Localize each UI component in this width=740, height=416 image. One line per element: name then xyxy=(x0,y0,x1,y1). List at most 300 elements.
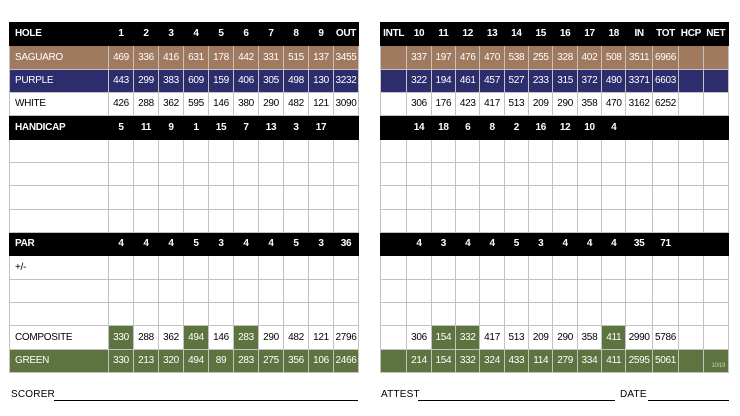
score-entry-cell[interactable] xyxy=(109,139,134,162)
score-entry-cell[interactable] xyxy=(504,186,528,209)
score-entry-cell[interactable] xyxy=(602,279,626,302)
score-entry-cell[interactable] xyxy=(456,163,480,186)
score-entry-cell[interactable] xyxy=(134,186,159,209)
score-entry-cell[interactable] xyxy=(134,139,159,162)
blank-row xyxy=(10,303,359,326)
scorecard-cell: 482 xyxy=(284,326,309,349)
score-entry-cell[interactable] xyxy=(529,163,553,186)
scorecard-cell: 290 xyxy=(259,93,284,116)
row-label xyxy=(10,303,109,326)
row-label xyxy=(10,209,109,232)
score-entry-cell[interactable] xyxy=(259,209,284,232)
scorecard-cell: 9 xyxy=(159,116,184,139)
attest-label: ATTEST xyxy=(381,389,420,400)
scorecard-cell: 3455 xyxy=(334,46,359,69)
scorecard-cell: 336 xyxy=(134,46,159,69)
score-entry-cell[interactable] xyxy=(577,256,601,279)
score-entry-cell[interactable] xyxy=(309,139,334,162)
scorecard-cell: 4 xyxy=(553,233,577,256)
score-entry-cell[interactable] xyxy=(234,186,259,209)
score-entry-cell[interactable] xyxy=(184,279,209,302)
score-entry-cell[interactable] xyxy=(259,303,284,326)
score-entry-cell[interactable] xyxy=(159,209,184,232)
score-entry-cell[interactable] xyxy=(480,139,504,162)
scorecard-cell: 4 xyxy=(456,233,480,256)
score-entry-cell[interactable] xyxy=(456,209,480,232)
score-entry-cell[interactable] xyxy=(209,163,234,186)
purple-row xyxy=(10,69,359,92)
blank-row xyxy=(381,69,729,92)
score-entry-cell[interactable] xyxy=(259,186,284,209)
score-entry-cell[interactable] xyxy=(134,303,159,326)
scorecard-cell: 3232 xyxy=(334,69,359,92)
score-entry-cell[interactable] xyxy=(652,303,678,326)
scorecard-cell: 2595 xyxy=(626,349,652,372)
score-entry-cell[interactable] xyxy=(679,139,703,162)
score-entry-cell[interactable] xyxy=(234,279,259,302)
score-entry-cell[interactable] xyxy=(431,303,455,326)
row-label xyxy=(10,186,109,209)
scorecard-cell: 2 xyxy=(134,23,159,46)
score-entry-cell[interactable] xyxy=(407,139,431,162)
scorecard-cell: 5 xyxy=(109,116,134,139)
scorecard-cell: 3 xyxy=(209,233,234,256)
scorecard-cell: 3162 xyxy=(626,93,652,116)
score-entry-cell[interactable] xyxy=(184,256,209,279)
score-entry-cell[interactable] xyxy=(480,209,504,232)
scorecard-cell: 71 xyxy=(652,233,678,256)
score-entry-cell[interactable] xyxy=(553,303,577,326)
composite-row xyxy=(10,326,359,349)
score-entry-cell[interactable] xyxy=(626,279,652,302)
scorecard-cell: 2796 xyxy=(334,326,359,349)
score-entry-cell[interactable] xyxy=(456,186,480,209)
score-entry-cell[interactable] xyxy=(407,256,431,279)
scorecard-cell: 306 xyxy=(407,93,431,116)
score-entry-cell[interactable] xyxy=(504,163,528,186)
score-entry-cell[interactable] xyxy=(134,279,159,302)
scorecard-cell: 3090 xyxy=(334,93,359,116)
score-entry-cell[interactable] xyxy=(309,256,334,279)
score-entry-cell[interactable] xyxy=(159,303,184,326)
score-entry-cell[interactable] xyxy=(209,256,234,279)
scorecard-cell: 5786 xyxy=(652,326,678,349)
score-entry-cell[interactable] xyxy=(184,209,209,232)
score-entry-cell[interactable] xyxy=(259,163,284,186)
score-entry-cell[interactable] xyxy=(431,139,455,162)
score-entry-cell[interactable] xyxy=(159,163,184,186)
scorecard-cell: 358 xyxy=(577,326,601,349)
score-entry-cell[interactable] xyxy=(679,163,703,186)
score-entry-cell[interactable] xyxy=(504,279,528,302)
score-entry-cell[interactable] xyxy=(626,186,652,209)
scorecard-cell: 6252 xyxy=(652,93,678,116)
score-entry-cell[interactable] xyxy=(259,256,284,279)
score-entry-cell[interactable] xyxy=(134,209,159,232)
score-entry-cell[interactable] xyxy=(209,139,234,162)
scorecard-cell: 476 xyxy=(456,46,480,69)
score-entry-cell[interactable] xyxy=(309,186,334,209)
score-entry-cell[interactable] xyxy=(456,279,480,302)
score-entry-cell[interactable] xyxy=(407,209,431,232)
score-entry-cell[interactable] xyxy=(431,163,455,186)
blank-row xyxy=(381,233,729,256)
score-entry-cell[interactable] xyxy=(334,163,359,186)
scorecard-cell: NET xyxy=(703,23,728,46)
scorecard-cell xyxy=(381,93,407,116)
score-entry-cell[interactable] xyxy=(577,303,601,326)
score-entry-cell[interactable] xyxy=(602,209,626,232)
scorecard-cell: 137 xyxy=(309,46,334,69)
score-entry-cell[interactable] xyxy=(259,279,284,302)
scorecard-cell: 1 xyxy=(109,23,134,46)
scorecard-cell xyxy=(703,93,728,116)
version-label: 10/19 xyxy=(703,349,728,372)
score-entry-cell[interactable] xyxy=(234,139,259,162)
score-entry-cell[interactable] xyxy=(334,186,359,209)
blank-row xyxy=(381,256,729,279)
score-entry-cell[interactable] xyxy=(431,279,455,302)
scorecard-cell: 527 xyxy=(504,69,528,92)
score-entry-cell[interactable] xyxy=(703,186,728,209)
scorecard-cell: 3 xyxy=(309,233,334,256)
scorecard-cell: 5 xyxy=(184,233,209,256)
score-entry-cell[interactable] xyxy=(309,209,334,232)
score-entry-cell[interactable] xyxy=(159,256,184,279)
scorecard-cell xyxy=(381,349,407,372)
score-entry-cell[interactable] xyxy=(109,209,134,232)
score-entry-cell[interactable] xyxy=(309,303,334,326)
front-nine-scorecard xyxy=(9,22,359,373)
score-entry-cell[interactable] xyxy=(504,209,528,232)
scorecard-cell: 494 xyxy=(184,326,209,349)
scorecard-cell: 4 xyxy=(159,233,184,256)
scorecard-cell: 457 xyxy=(480,69,504,92)
score-entry-cell[interactable] xyxy=(626,303,652,326)
score-entry-cell[interactable] xyxy=(159,279,184,302)
score-entry-cell[interactable] xyxy=(381,139,407,162)
date-label: DATE xyxy=(620,389,647,400)
scorecard-cell: HCP xyxy=(679,23,703,46)
score-entry-cell[interactable] xyxy=(109,256,134,279)
scorecard-cell: 197 xyxy=(431,46,455,69)
score-entry-cell[interactable] xyxy=(602,256,626,279)
score-entry-cell[interactable] xyxy=(577,279,601,302)
score-entry-cell[interactable] xyxy=(234,209,259,232)
scorecard-cell: 426 xyxy=(109,93,134,116)
handicap-row xyxy=(10,116,359,139)
score-entry-cell[interactable] xyxy=(529,139,553,162)
score-entry-cell[interactable] xyxy=(381,279,407,302)
scorecard-cell xyxy=(626,116,652,139)
blank-row xyxy=(381,303,729,326)
scorecard-cell: 176 xyxy=(431,93,455,116)
score-entry-cell[interactable] xyxy=(602,303,626,326)
attest-signature-line[interactable] xyxy=(418,400,615,401)
scorer-signature-line[interactable] xyxy=(54,400,358,401)
score-entry-cell[interactable] xyxy=(679,303,703,326)
scorecard-cell: 146 xyxy=(209,326,234,349)
scorecard-cell xyxy=(679,233,703,256)
score-entry-cell[interactable] xyxy=(381,186,407,209)
scorecard-cell: 6966 xyxy=(652,46,678,69)
scorecard-cell: 332 xyxy=(456,326,480,349)
score-entry-cell[interactable] xyxy=(431,209,455,232)
score-entry-cell[interactable] xyxy=(407,186,431,209)
scorecard-cell: 442 xyxy=(234,46,259,69)
score-entry-cell[interactable] xyxy=(109,163,134,186)
scorecard-cell: 15 xyxy=(529,23,553,46)
score-entry-cell[interactable] xyxy=(703,139,728,162)
score-entry-cell[interactable] xyxy=(602,186,626,209)
blank-row xyxy=(381,349,729,372)
score-entry-cell[interactable] xyxy=(652,186,678,209)
score-entry-cell[interactable] xyxy=(703,209,728,232)
score-entry-cell[interactable] xyxy=(309,163,334,186)
score-entry-cell[interactable] xyxy=(480,163,504,186)
score-entry-cell[interactable] xyxy=(284,279,309,302)
row-label: PURPLE xyxy=(10,69,109,92)
scorecard-cell xyxy=(679,69,703,92)
scorecard-cell xyxy=(381,233,407,256)
row-label xyxy=(10,163,109,186)
scorecard-cell: 416 xyxy=(159,46,184,69)
scorecard-cell: 213 xyxy=(134,349,159,372)
score-entry-cell[interactable] xyxy=(109,186,134,209)
score-entry-cell[interactable] xyxy=(652,209,678,232)
scorecard-cell: 508 xyxy=(602,46,626,69)
score-entry-cell[interactable] xyxy=(679,186,703,209)
score-entry-cell[interactable] xyxy=(703,303,728,326)
score-entry-cell[interactable] xyxy=(577,209,601,232)
score-entry-cell[interactable] xyxy=(184,139,209,162)
scorecard-cell: 423 xyxy=(456,93,480,116)
score-entry-cell[interactable] xyxy=(652,279,678,302)
scorecard-cell: 194 xyxy=(431,69,455,92)
score-entry-cell[interactable] xyxy=(431,186,455,209)
scorecard-cell: 4 xyxy=(134,233,159,256)
scorecard-cell: 114 xyxy=(529,349,553,372)
date-line[interactable] xyxy=(648,400,729,401)
scorecard-cell: 5 xyxy=(504,233,528,256)
score-entry-cell[interactable] xyxy=(334,303,359,326)
scorecard-cell: 3 xyxy=(284,116,309,139)
scorecard-cell xyxy=(652,116,678,139)
scorecard-cell: 513 xyxy=(504,326,528,349)
score-entry-cell[interactable] xyxy=(407,279,431,302)
score-entry-cell[interactable] xyxy=(159,139,184,162)
scorecard-cell: 17 xyxy=(577,23,601,46)
scorecard-cell: 494 xyxy=(184,349,209,372)
blank-row xyxy=(381,93,729,116)
score-entry-cell[interactable] xyxy=(456,139,480,162)
score-entry-cell[interactable] xyxy=(234,256,259,279)
scorecard-cell: 209 xyxy=(529,93,553,116)
scorecard-cell: 12 xyxy=(553,116,577,139)
score-entry-cell[interactable] xyxy=(334,139,359,162)
score-entry-cell[interactable] xyxy=(652,139,678,162)
scorecard-cell: OUT xyxy=(334,23,359,46)
row-label: GREEN xyxy=(10,349,109,372)
score-entry-cell[interactable] xyxy=(407,163,431,186)
score-entry-cell[interactable] xyxy=(529,279,553,302)
scorecard-cell: 380 xyxy=(234,93,259,116)
score-entry-cell[interactable] xyxy=(284,163,309,186)
score-entry-cell[interactable] xyxy=(334,279,359,302)
scorecard-cell: 146 xyxy=(209,93,234,116)
score-entry-cell[interactable] xyxy=(381,303,407,326)
score-entry-cell[interactable] xyxy=(407,303,431,326)
score-entry-cell[interactable] xyxy=(652,256,678,279)
score-entry-cell[interactable] xyxy=(480,186,504,209)
score-entry-cell[interactable] xyxy=(209,279,234,302)
score-entry-cell[interactable] xyxy=(553,209,577,232)
score-entry-cell[interactable] xyxy=(626,139,652,162)
score-entry-cell[interactable] xyxy=(529,209,553,232)
scorecard-cell: 15 xyxy=(209,116,234,139)
saguaro-row xyxy=(10,46,359,69)
scorecard-cell: 4 xyxy=(602,233,626,256)
scorecard-cell: 178 xyxy=(209,46,234,69)
score-entry-cell[interactable] xyxy=(284,209,309,232)
score-entry-cell[interactable] xyxy=(456,256,480,279)
score-entry-cell[interactable] xyxy=(259,139,284,162)
scorecard-cell xyxy=(679,326,703,349)
score-entry-cell[interactable] xyxy=(381,256,407,279)
score-entry-cell[interactable] xyxy=(456,303,480,326)
score-entry-cell[interactable] xyxy=(679,279,703,302)
score-entry-cell[interactable] xyxy=(159,186,184,209)
score-entry-cell[interactable] xyxy=(284,186,309,209)
scorecard-cell xyxy=(679,349,703,372)
scorecard-cell: 3 xyxy=(529,233,553,256)
score-entry-cell[interactable] xyxy=(679,209,703,232)
score-entry-cell[interactable] xyxy=(234,163,259,186)
scorecard-cell xyxy=(703,233,728,256)
scorecard-cell: 469 xyxy=(109,46,134,69)
scorecard-cell: 356 xyxy=(284,349,309,372)
scorecard-cell: 498 xyxy=(284,69,309,92)
score-entry-cell[interactable] xyxy=(284,256,309,279)
score-entry-cell[interactable] xyxy=(504,256,528,279)
scorecard-cell: 362 xyxy=(159,93,184,116)
row-label xyxy=(10,139,109,162)
scorecard-cell: 406 xyxy=(234,69,259,92)
scorecard-cell: 330 xyxy=(109,326,134,349)
scorecard-cell: 18 xyxy=(431,116,455,139)
score-entry-cell[interactable] xyxy=(652,163,678,186)
score-entry-cell[interactable] xyxy=(480,279,504,302)
scorecard-cell: 609 xyxy=(184,69,209,92)
score-entry-cell[interactable] xyxy=(679,256,703,279)
score-entry-cell[interactable] xyxy=(553,279,577,302)
scorecard-cell: 288 xyxy=(134,93,159,116)
score-entry-cell[interactable] xyxy=(134,163,159,186)
scorecard-cell: 36 xyxy=(334,233,359,256)
score-entry-cell[interactable] xyxy=(381,209,407,232)
score-entry-cell[interactable] xyxy=(553,186,577,209)
scorecard-cell: 18 xyxy=(602,23,626,46)
score-entry-cell[interactable] xyxy=(577,139,601,162)
back-nine-scorecard xyxy=(380,22,729,373)
score-entry-cell[interactable] xyxy=(703,256,728,279)
scorecard-cell: 4 xyxy=(184,23,209,46)
score-entry-cell[interactable] xyxy=(109,279,134,302)
score-entry-cell[interactable] xyxy=(703,279,728,302)
scorecard-cell xyxy=(703,69,728,92)
score-entry-cell[interactable] xyxy=(529,256,553,279)
scorecard-cell: 9 xyxy=(309,23,334,46)
scorecard-cell: 288 xyxy=(134,326,159,349)
score-entry-cell[interactable] xyxy=(602,139,626,162)
score-entry-cell[interactable] xyxy=(431,256,455,279)
score-entry-cell[interactable] xyxy=(529,303,553,326)
score-entry-cell[interactable] xyxy=(134,256,159,279)
scorecard-cell: 106 xyxy=(309,349,334,372)
blank-row xyxy=(381,23,729,46)
score-entry-cell[interactable] xyxy=(626,163,652,186)
scorecard-cell: 159 xyxy=(209,69,234,92)
score-entry-cell[interactable] xyxy=(504,303,528,326)
score-entry-cell[interactable] xyxy=(381,163,407,186)
scorecard-cell: 306 xyxy=(407,326,431,349)
scorecard-cell: 11 xyxy=(134,116,159,139)
score-entry-cell[interactable] xyxy=(284,303,309,326)
scorecard-cell: 2990 xyxy=(626,326,652,349)
score-entry-cell[interactable] xyxy=(553,139,577,162)
score-entry-cell[interactable] xyxy=(553,256,577,279)
score-entry-cell[interactable] xyxy=(209,303,234,326)
score-entry-cell[interactable] xyxy=(284,139,309,162)
blank-row xyxy=(381,326,729,349)
score-entry-cell[interactable] xyxy=(504,139,528,162)
score-entry-cell[interactable] xyxy=(109,303,134,326)
scorecard-cell: 417 xyxy=(480,326,504,349)
score-entry-cell[interactable] xyxy=(480,256,504,279)
score-entry-cell[interactable] xyxy=(309,279,334,302)
scorecard-cell: 482 xyxy=(284,93,309,116)
score-entry-cell[interactable] xyxy=(334,256,359,279)
scorecard-cell: 3511 xyxy=(626,46,652,69)
scorecard-cell: 417 xyxy=(480,93,504,116)
score-entry-cell[interactable] xyxy=(184,186,209,209)
scorecard-cell: 121 xyxy=(309,326,334,349)
scorecard-cell: 490 xyxy=(602,69,626,92)
score-entry-cell[interactable] xyxy=(234,303,259,326)
score-entry-cell[interactable] xyxy=(480,303,504,326)
scorecard-cell: 4 xyxy=(577,233,601,256)
blank-row xyxy=(381,209,729,232)
scorecard-cell: 10 xyxy=(577,116,601,139)
scorecard-cell: 332 xyxy=(456,349,480,372)
score-entry-cell[interactable] xyxy=(334,209,359,232)
scorecard-cell: 11 xyxy=(431,23,455,46)
score-entry-cell[interactable] xyxy=(209,186,234,209)
score-entry-cell[interactable] xyxy=(577,163,601,186)
score-entry-cell[interactable] xyxy=(602,163,626,186)
score-entry-cell[interactable] xyxy=(703,163,728,186)
scorecard-cell: 5061 xyxy=(652,349,678,372)
scorecard-cell: 6603 xyxy=(652,69,678,92)
score-entry-cell[interactable] xyxy=(626,256,652,279)
score-entry-cell[interactable] xyxy=(529,186,553,209)
score-entry-cell[interactable] xyxy=(626,209,652,232)
score-entry-cell[interactable] xyxy=(184,303,209,326)
score-entry-cell[interactable] xyxy=(577,186,601,209)
score-entry-cell[interactable] xyxy=(184,163,209,186)
score-entry-cell[interactable] xyxy=(209,209,234,232)
score-entry-cell[interactable] xyxy=(553,163,577,186)
